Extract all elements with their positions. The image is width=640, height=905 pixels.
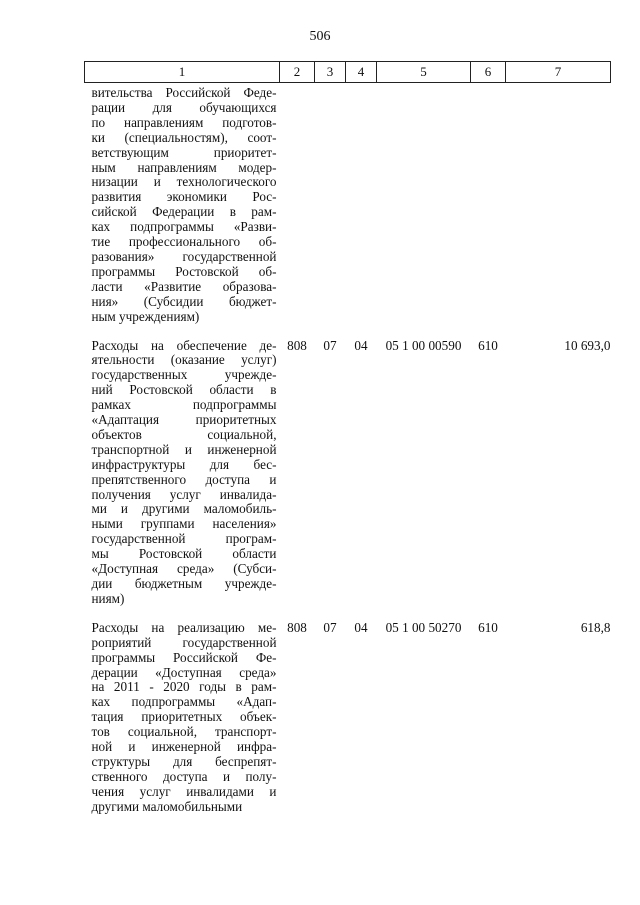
subsection-code: 04 — [354, 337, 368, 353]
description-line: рации для обучающихся — [91, 99, 277, 115]
budget-table — [84, 61, 611, 815]
subsection-code — [346, 83, 377, 339]
description-line: тов социальной, транспорт- — [91, 724, 277, 740]
description-line: ственного доступа и полу- — [91, 768, 277, 784]
row-description — [85, 83, 280, 339]
column-header-4: 4 — [346, 62, 377, 83]
description-line: Расходы на реализацию ме- — [91, 619, 277, 635]
description-line: получения услуг инвалида- — [91, 486, 277, 502]
expense-type-code: 610 — [478, 619, 498, 635]
expense-type-code — [471, 83, 506, 339]
description-line: рамках подпрограммы — [91, 397, 277, 413]
description-line: на 2011 - 2020 годы в рам- — [91, 679, 277, 695]
description-line: другими маломобильными — [91, 798, 243, 814]
table-row — [85, 83, 611, 339]
description-line: дерации «Доступная среда» — [91, 664, 277, 680]
ministry-code: 808 — [287, 619, 307, 635]
table-header-row — [85, 62, 611, 83]
description-line: ной и инженерной инфра- — [91, 739, 277, 755]
table-row — [85, 339, 611, 621]
row-description — [85, 621, 280, 815]
description-line: ятельности (оказание услуг) — [91, 352, 277, 368]
table-body — [85, 83, 611, 815]
column-header-3: 3 — [315, 62, 346, 83]
description-line: ными группами населения» — [91, 516, 277, 532]
description-line: тация приоритетных объек- — [91, 709, 277, 725]
description-line: инфраструктуры для бес- — [91, 456, 277, 472]
description-line: государственных учрежде- — [91, 367, 277, 383]
description-line: ветствующим приоритет- — [91, 144, 277, 160]
description-line: низации и технологического — [91, 174, 277, 190]
description-line: ным учреждениям) — [91, 308, 200, 324]
ministry-code: 808 — [287, 337, 307, 353]
description-line: мы Ростовской области — [91, 546, 277, 562]
target-article-code — [377, 83, 471, 339]
column-header-5: 5 — [377, 62, 471, 83]
row-description — [85, 339, 280, 621]
description-line: программы Российской Фе- — [91, 649, 277, 665]
description-line: ки (специальностям), соот- — [91, 129, 277, 145]
description-line: разования» государственной — [91, 248, 277, 264]
page-number: 506 — [309, 29, 331, 44]
description-line: ми и другими маломобиль- — [91, 501, 277, 517]
description-line: ний Ростовской области в — [91, 382, 277, 398]
target-article-code: 05 1 00 00590 — [385, 337, 462, 353]
description-line: роприятий государственной — [91, 634, 277, 650]
target-article-code: 05 1 00 50270 — [385, 619, 462, 635]
description-line: развития экономики Рос- — [91, 189, 277, 205]
description-line: дии бюджетным учрежде- — [91, 576, 277, 591]
table-row — [85, 621, 611, 815]
description-line: тие профессионального об- — [91, 234, 277, 250]
description-line: ниям) — [91, 590, 125, 606]
description-line: препятственного доступа и — [91, 471, 277, 487]
column-header-7: 7 — [506, 62, 611, 83]
description-line: чения услуг инвалидами и — [91, 783, 277, 799]
subsection-code: 04 — [354, 619, 368, 635]
description-line: ласти «Развитие образова- — [91, 278, 277, 294]
description-line: государственной програм- — [91, 531, 277, 547]
amount — [506, 83, 611, 339]
description-line: ках подпрограммы «Разви- — [91, 219, 277, 235]
description-line: ках подпрограммы «Адап- — [91, 694, 277, 710]
column-header-1: 1 — [85, 62, 280, 83]
description-line: вительства Российской Феде- — [91, 85, 277, 100]
section-code: 07 — [323, 337, 337, 353]
section-code — [315, 83, 346, 339]
description-line: объектов социальной, — [91, 426, 277, 442]
column-header-2: 2 — [280, 62, 315, 83]
expense-type-code: 610 — [478, 337, 498, 353]
section-code: 07 — [323, 619, 337, 635]
description-line: ния» (Субсидии бюджет- — [91, 293, 277, 309]
description-line: «Адаптация приоритетных — [91, 412, 277, 428]
description-line: ным направлениям модер- — [91, 159, 277, 175]
description-line: сийской Федерации в рам- — [91, 204, 277, 220]
ministry-code — [280, 83, 315, 339]
amount: 10 693,0 — [564, 337, 611, 353]
description-line: по направлениям подготов- — [91, 114, 277, 130]
description-line: Расходы на обеспечение де- — [91, 337, 277, 353]
description-line: «Доступная среда» (Субси- — [91, 561, 277, 577]
description-line: транспортной и инженерной — [91, 441, 277, 457]
amount: 618,8 — [580, 619, 611, 635]
description-line: структуры для беспрепят- — [91, 753, 277, 769]
description-line: программы Ростовской об- — [91, 263, 277, 279]
column-header-6: 6 — [471, 62, 506, 83]
